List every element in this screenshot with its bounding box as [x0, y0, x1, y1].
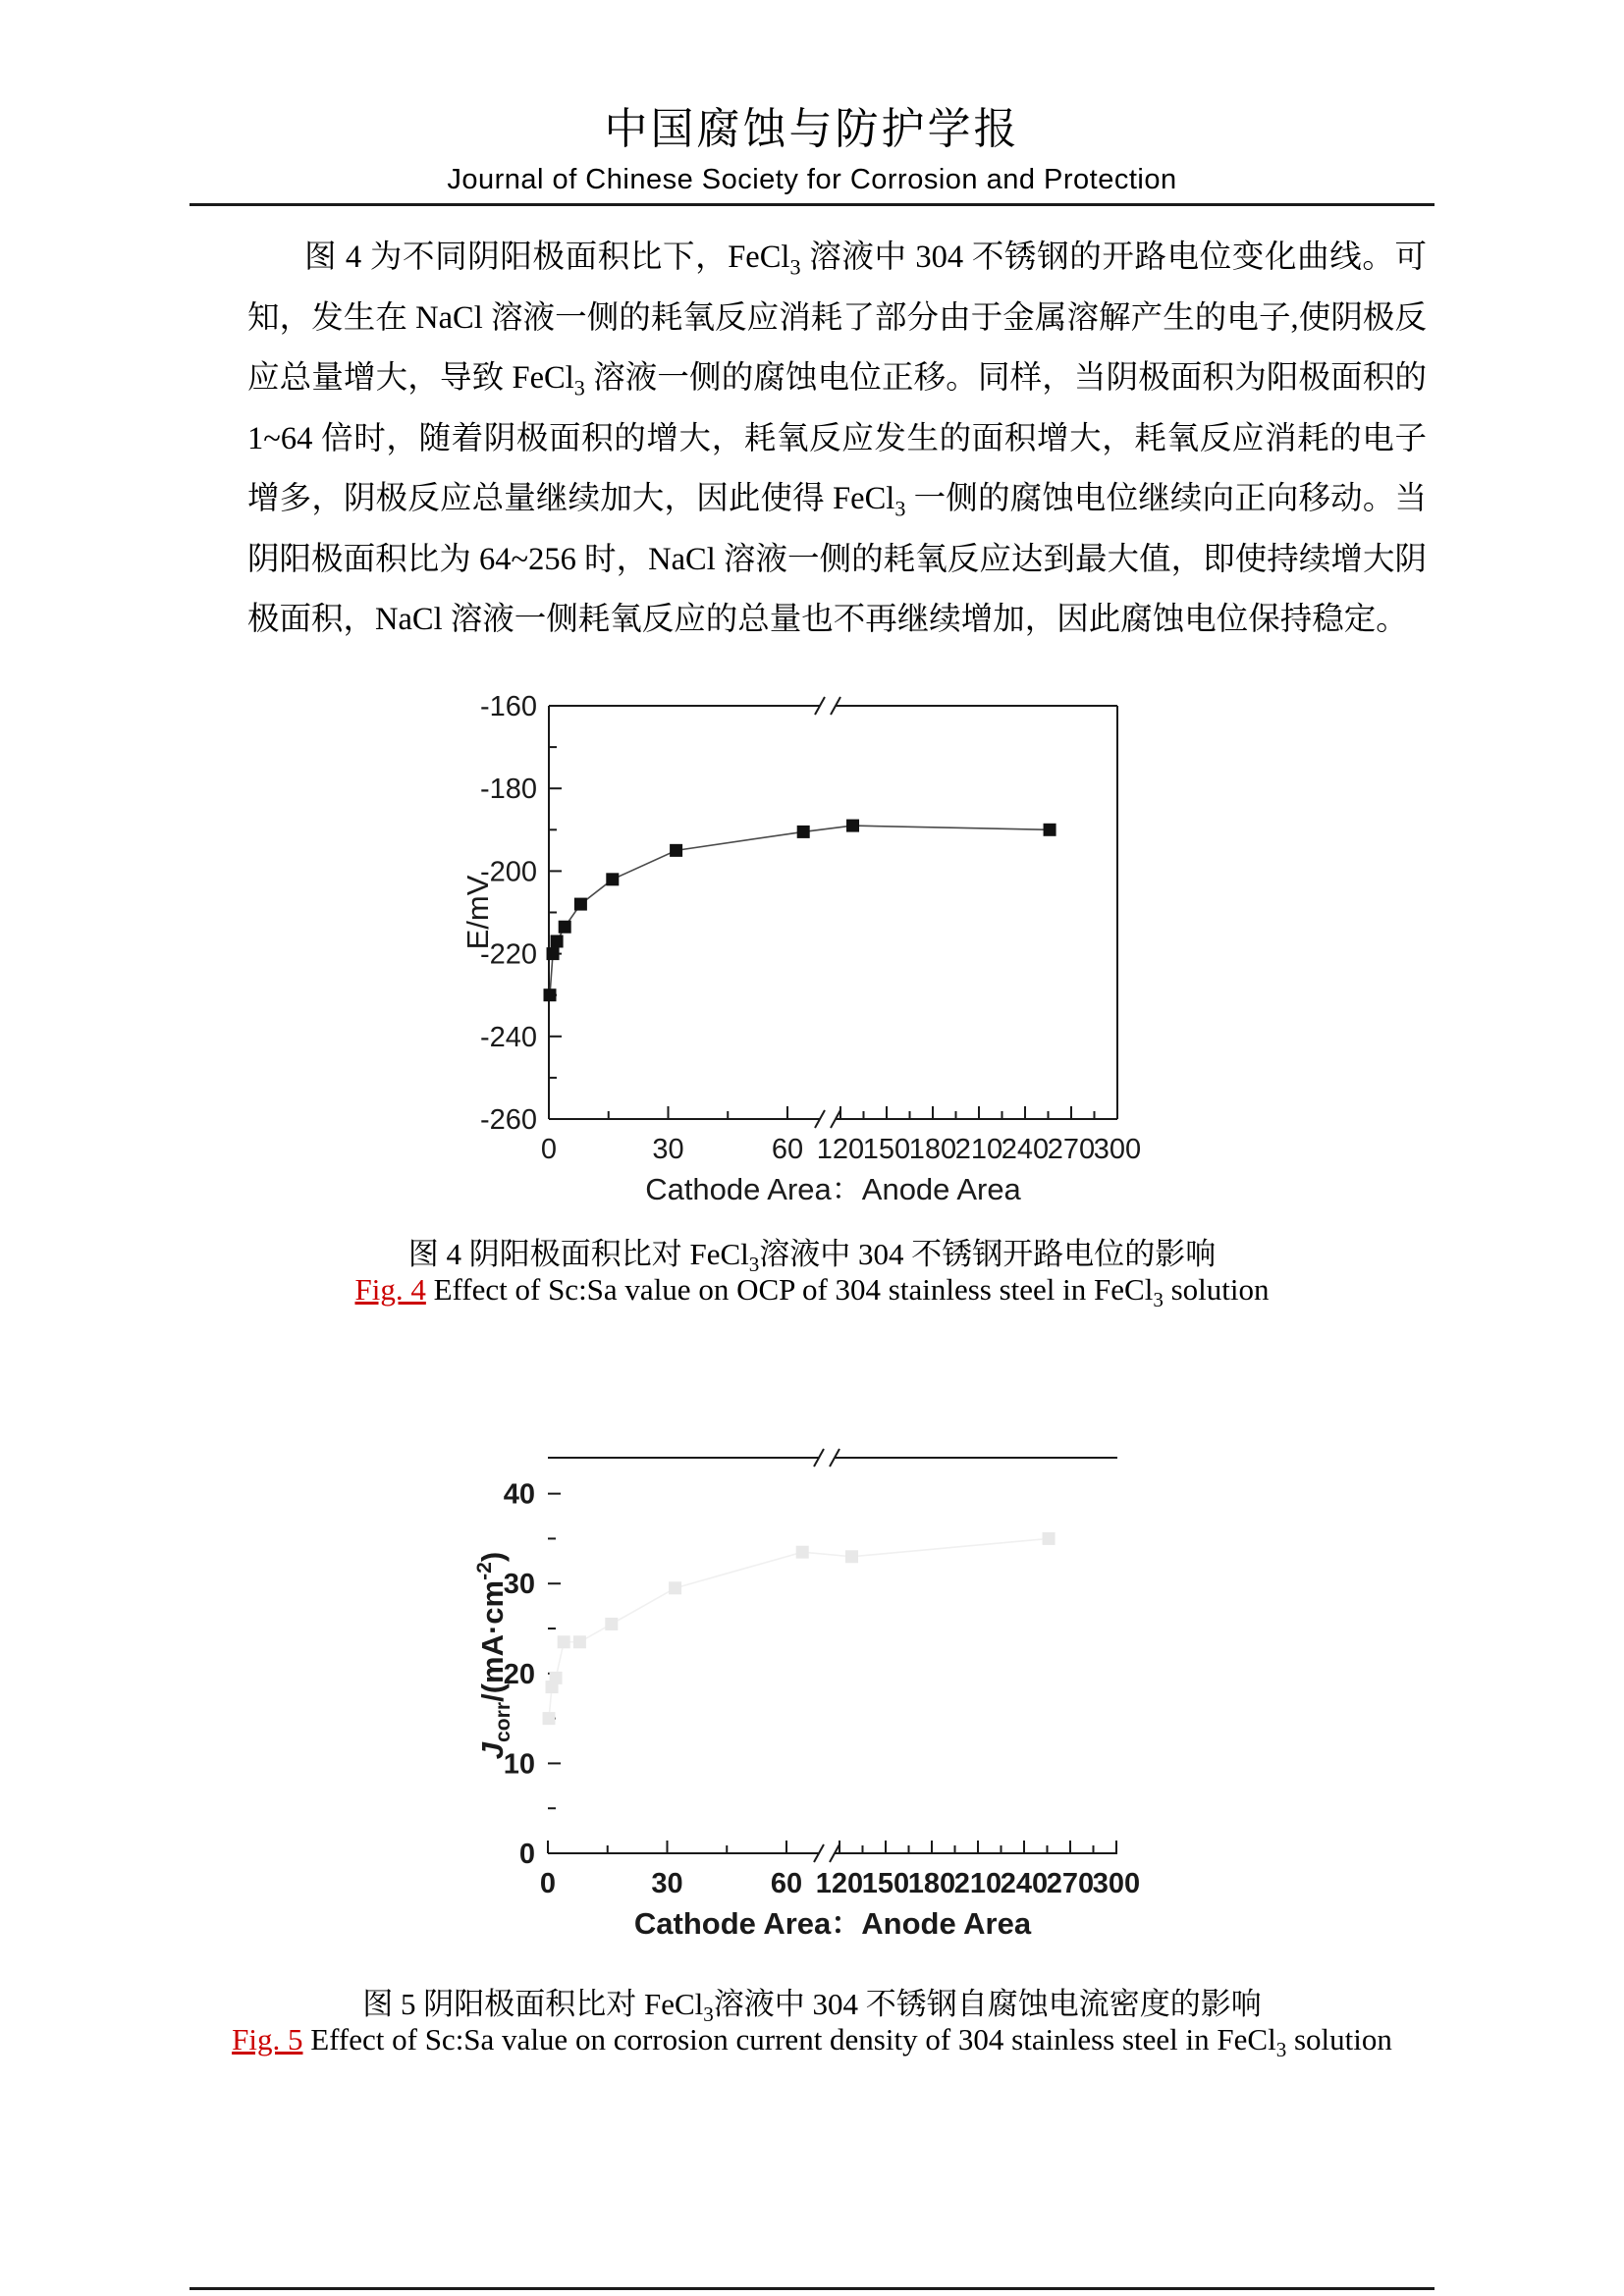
x-tick-label: 120 [815, 1868, 864, 1899]
data-point-marker [543, 1712, 556, 1725]
text-run: solution [1163, 1272, 1270, 1307]
y-tick-label: 10 [503, 1748, 535, 1781]
fig-label: Fig. 5 [232, 2022, 303, 2056]
data-point-marker [573, 1635, 586, 1648]
subscript: 3 [703, 2002, 714, 2027]
y-axis-title: $J_{corr}/(mA\cdot cm^{-2})$ [473, 1551, 514, 1760]
data-series [544, 820, 1056, 1002]
data-point-marker [797, 826, 810, 838]
subscript: 3 [573, 375, 585, 400]
text-run: 一侧的腐蚀电位继续向正向移动。当阴阳极面积比为 64~256 时，NaCl 溶液一侧的耗氧反应达到最大值，即使持续增大阴极面积，NaCl 溶液一侧耗氧反应的总量也不再继续增加，因此腐蚀电位保持稳定。 [247, 481, 1427, 637]
text-run: solution [1286, 2022, 1392, 2056]
body-paragraph [247, 228, 1427, 651]
top-border [548, 1449, 1117, 1467]
subscript: 3 [1275, 2038, 1287, 2062]
subscript: 3 [894, 496, 906, 521]
y-tick-label: 30 [503, 1569, 535, 1601]
fig-label: Fig. 4 [354, 1272, 426, 1307]
data-point-marker [669, 1581, 681, 1594]
data-point-marker [670, 844, 682, 857]
fig5-jcorr-chart [0, 1414, 1624, 1958]
x-tick-label: 240 [1000, 1868, 1049, 1899]
y-tick-label: -220 [479, 938, 537, 971]
journal-subtitle: Journal of Chinese Society for Corrosion and Protection [447, 164, 1177, 195]
x-axis-title: Cathode Area：Anode Area [633, 1906, 1032, 1941]
fig5-caption-cn [0, 1979, 1624, 2027]
text-run: Effect of Sc:Sa value on corrosion current density of 304 stainless steel in FeCl [302, 2022, 1276, 2056]
y-tick-label: -260 [479, 1104, 537, 1136]
subscript: 3 [789, 254, 801, 280]
y-tick-label: 20 [503, 1658, 535, 1690]
top-border [549, 697, 1117, 715]
data-point-marker [574, 898, 587, 911]
text-run: 图 4 为不同阴阳极面积比下，FeCl [304, 240, 790, 275]
data-series [543, 1532, 1056, 1725]
text-run: 图 5 阴阳极面积比对 FeCl [362, 1987, 704, 2021]
data-point-marker [558, 1635, 570, 1648]
x-tick-label: 270 [1047, 1134, 1096, 1165]
x-tick-label: 0 [539, 1868, 557, 1899]
text-run: Effect of Sc:Sa value on OCP of 304 stainless steel in FeCl [425, 1272, 1154, 1307]
x-tick-label: 60 [770, 1868, 803, 1899]
series-line [549, 1538, 1049, 1718]
x-tick-label: 120 [816, 1134, 865, 1165]
x-tick-label: 30 [651, 1868, 683, 1899]
data-point-marker [1044, 824, 1056, 836]
data-point-marker [550, 1672, 563, 1684]
y-tick-label: -240 [479, 1021, 537, 1053]
x-tick-label: 240 [1001, 1134, 1050, 1165]
next-page-header-rule [189, 2287, 1435, 2290]
text-run: 图 4 阴阳极面积比对 FeCl [407, 1237, 749, 1271]
x-tick-label: 300 [1093, 1134, 1142, 1165]
y-tick-label: -180 [479, 774, 537, 806]
data-point-marker [605, 1618, 618, 1630]
x-tick-label: 210 [953, 1868, 1002, 1899]
data-point-marker [796, 1546, 809, 1559]
y-tick-label: -160 [479, 691, 537, 722]
x-tick-label: 180 [908, 1134, 957, 1165]
fig5-caption-en [0, 2022, 1624, 2062]
x-tick-label: 150 [861, 1868, 910, 1899]
x-axis [548, 1841, 1117, 1862]
data-point-marker [544, 988, 557, 1001]
subscript: 3 [1153, 1288, 1164, 1312]
fig4-ocp-chart [0, 677, 1624, 1212]
x-tick-label: 150 [862, 1134, 911, 1165]
y-axis-title: E/mV [460, 875, 495, 950]
series-line [550, 826, 1050, 995]
data-point-marker [606, 873, 619, 885]
y-tick-label: 40 [503, 1478, 535, 1511]
text-run: 溶液中 304 不锈钢自腐蚀电流密度的影响 [713, 1987, 1262, 2021]
x-tick-label: 210 [954, 1134, 1003, 1165]
subscript: 3 [748, 1253, 760, 1277]
x-axis [549, 1106, 1117, 1128]
x-tick-label: 180 [907, 1868, 956, 1899]
text-run: 溶液中 304 不锈钢开路电位的影响 [759, 1237, 1217, 1271]
data-point-marker [547, 947, 560, 960]
data-point-marker [551, 934, 564, 947]
journal-title: 中国腐蚀与防护学报 [604, 105, 1020, 153]
x-tick-label: 60 [771, 1134, 804, 1165]
text-run: 溶液一侧的腐蚀电位正移。同样，当阴极面积为阳极面积的 1~64 倍时，随着阴极面积的增大，耗氧反应发生的面积增大，耗氧反应消耗的电子增多，阴极反应总量继续加大，因此使得 FeCl [247, 360, 1427, 516]
header-rule [189, 203, 1435, 206]
y-axis [548, 1494, 561, 1809]
y-tick-label: 0 [518, 1839, 535, 1870]
text-run: 溶液中 304 不锈钢的开路电位变化曲线。可知，发生在 NaCl 溶液一侧的耗氧反应消耗了部分由于金属溶解产生的电子,使阴极反应总量增大，导致 FeCl [247, 240, 1427, 396]
data-point-marker [1043, 1532, 1056, 1545]
x-tick-label: 270 [1046, 1868, 1095, 1899]
data-point-marker [845, 1550, 858, 1563]
x-tick-label: 300 [1092, 1868, 1141, 1899]
x-axis-title: Cathode Area：Anode Area [645, 1172, 1021, 1206]
fig4-caption-en [0, 1272, 1624, 1312]
data-point-marker [559, 921, 571, 934]
data-point-marker [846, 820, 859, 832]
fig4-caption-cn [0, 1229, 1624, 1277]
x-tick-label: 0 [540, 1134, 558, 1165]
y-tick-label: -200 [479, 856, 537, 888]
y-axis [549, 706, 562, 1078]
x-tick-label: 30 [652, 1134, 684, 1165]
